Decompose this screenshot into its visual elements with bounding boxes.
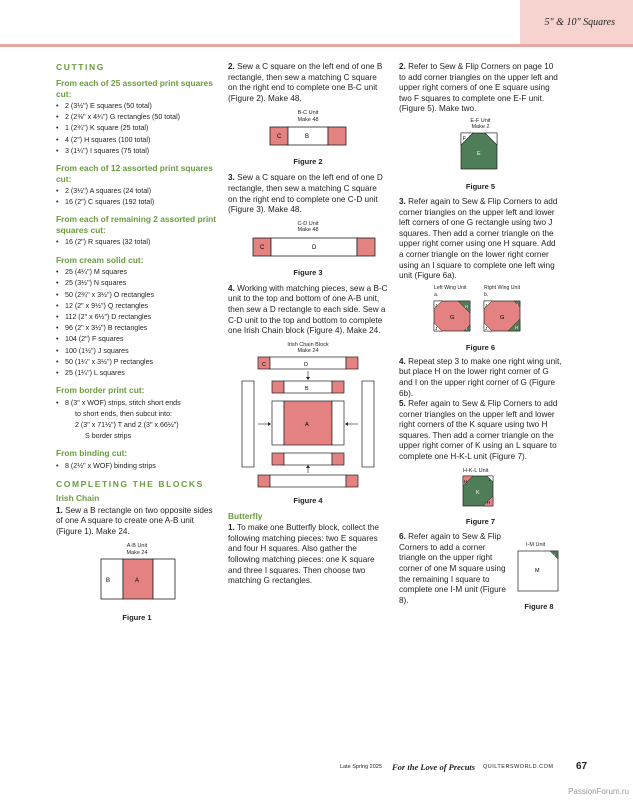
irish-chain-block-diagram <box>228 355 388 489</box>
svg-text:G: G <box>450 314 455 321</box>
svg-text:B: B <box>106 578 111 585</box>
svg-text:I: I <box>466 325 468 331</box>
svg-text:D: D <box>304 361 308 368</box>
list-item: • 1 (2¾") K square (25 total) <box>56 123 218 134</box>
svg-text:B: B <box>305 134 310 141</box>
header-tab <box>520 0 633 44</box>
figure-3 <box>228 221 388 277</box>
svg-text:I: I <box>554 552 556 558</box>
section-title: 5" & 10" Squares <box>544 17 615 28</box>
cut-group-heading: From each of 25 assorted print squares cut: <box>56 78 213 99</box>
list-item: • 104 (2") F squares <box>56 334 218 345</box>
cut-list <box>56 398 218 409</box>
list-item-continuation: 2 (3" x 71½") T and 2 (3" x 66½") <box>75 421 179 430</box>
step-paragraph <box>399 197 562 282</box>
figure-1 <box>56 543 218 622</box>
figure-label: Figure 7 <box>465 517 496 527</box>
cutting-heading: CUTTING <box>56 62 105 72</box>
svg-text:I: I <box>517 301 519 307</box>
svg-text:C: C <box>260 244 265 251</box>
figure-caption: B-C Unit <box>297 110 319 117</box>
step-text: Refer again to Sew & Flip Corners to add corner triangles on the upper left and lower right corners of the K square using two H squares. Then add a corner triangle on the upper right corner of K using an L square to complete one H-K-L unit (Figure 7). <box>399 399 558 462</box>
figure-caption: Make 24 <box>126 549 148 556</box>
hkl-unit-diagram <box>399 474 562 508</box>
ef-unit-diagram <box>399 131 562 171</box>
figure-caption: Make 48 <box>297 227 319 234</box>
step-text: Sew a C square on the left end of one B rectangle, then sew a matching C square on the right end to complete one B-C unit (Figure 2). Make 48. <box>228 62 383 103</box>
figure-caption: C-D Unit <box>297 220 319 227</box>
irish-chain-heading: Irish Chain <box>56 493 100 504</box>
step-paragraph <box>399 357 562 399</box>
list-item: • 25 (4¼") M squares <box>56 267 218 278</box>
cut-list <box>56 461 218 472</box>
svg-text:L: L <box>489 477 492 483</box>
step-number: 1. <box>228 523 235 533</box>
svg-text:A: A <box>305 421 309 428</box>
list-item: • 50 (1¼" x 3½") P rectangles <box>56 357 218 368</box>
figure-caption: a. <box>434 291 439 298</box>
figure-label: Figure 1 <box>122 613 152 623</box>
page-footer <box>0 762 633 774</box>
figure-caption: Make 48 <box>297 116 319 123</box>
cut-list <box>56 101 218 157</box>
page-number: 67 <box>576 761 588 772</box>
list-item: • 2 (2⅜" x 4¼") G rectangles (50 total) <box>56 112 218 123</box>
figure-label: Figure 4 <box>293 495 323 505</box>
svg-text:A: A <box>135 578 140 585</box>
watermark: PassionForum.ru <box>568 787 629 796</box>
list-item: • 25 (3½") N squares <box>56 278 218 289</box>
step-number: 2. <box>399 62 406 71</box>
column-1 <box>56 62 218 622</box>
list-item: • 96 (2" x 3½") B rectangles <box>56 323 218 334</box>
figure-caption: b. <box>484 291 489 298</box>
step-text: Refer again to Sew & Flip Corners to add a corner triangle on the upper right corner of one M square using the remaining I square to complete one I-M unit (Figure 8). <box>399 532 506 605</box>
figure-8 <box>516 542 562 611</box>
step-text: Working with matching pieces, sew a B-C unit to the top and bottom of one A-B unit, then sew a D rectangle to each side. Sew a C-D unit to the top and bottom to complete one Irish Chain block (Figure 4). Make 24. <box>228 283 388 336</box>
list-item: • 12 (2" x 9½") Q rectangles <box>56 301 218 312</box>
svg-text:H: H <box>487 500 491 506</box>
figure-caption: E-F Unit <box>470 117 491 124</box>
svg-text:F: F <box>463 135 467 142</box>
step-paragraph <box>228 523 388 587</box>
figure-caption: Irish Chain Block <box>287 341 329 348</box>
cut-group-heading: From cream solid cut: <box>56 254 144 265</box>
im-unit-diagram <box>516 549 562 595</box>
figure-caption: I-M Unit <box>526 542 546 549</box>
svg-text:E: E <box>477 150 481 157</box>
step-text: Refer again to Sew & Flip Corners to add corner triangles on the upper left and lower left corners of one G rectangle using two J squares. Then add a corner triangle on the upper right corner using one H square. Add a corner triangle on the lower right corner using an I square to complete one left wing unit (Figure 6a). <box>399 196 558 281</box>
svg-text:C: C <box>277 134 282 141</box>
figure-caption: A-B Unit <box>126 543 148 550</box>
cut-group-heading: From binding cut: <box>56 448 128 459</box>
butterfly-heading: Butterfly <box>228 510 263 521</box>
list-item: • 4 (2") H squares (100 total) <box>56 135 218 146</box>
cut-list <box>56 237 218 248</box>
cd-unit-diagram <box>228 234 388 260</box>
header-rule <box>0 44 633 47</box>
step-number: 4. <box>228 283 235 293</box>
step-paragraph <box>399 532 511 606</box>
list-item: • 100 (1½") J squares <box>56 346 218 357</box>
step-number: 1. <box>56 505 63 515</box>
step-paragraph <box>56 506 218 538</box>
figure-label: Figure 2 <box>293 157 323 167</box>
svg-text:H: H <box>465 303 469 309</box>
figure-7 <box>399 468 562 527</box>
step-text: Refer to Sew & Flip Corners on page 10 to add corner triangles on the upper left and upper right corners of one E square using two F squares to complete one E-F unit. (Figure 5). Make two. <box>399 62 558 114</box>
svg-text:M: M <box>535 567 540 574</box>
cut-group-heading: From each of 12 assorted print squares cut: <box>56 163 213 184</box>
figure-4 <box>228 342 388 505</box>
list-item-continuation: S border strips <box>85 432 132 441</box>
list-item: • 50 (2¾" x 3½") O rectangles <box>56 290 218 301</box>
column-2 <box>228 62 388 587</box>
wing-units-diagram <box>399 299 562 333</box>
list-item: • 8 (2½" x WOF) binding strips <box>56 461 218 472</box>
svg-text:C: C <box>262 361 266 368</box>
website: QUILTERSWORLD.COM <box>483 764 554 770</box>
figure-caption: Right Wing Unit <box>484 284 521 291</box>
list-item: • 3 (1¼") I squares (75 total) <box>56 146 218 157</box>
step-paragraph <box>399 62 562 115</box>
magazine-title: For the Love of Precuts <box>392 762 476 772</box>
step-number: 3. <box>228 173 235 183</box>
list-item: • 2 (3½") E squares (50 total) <box>56 101 218 112</box>
step-paragraph <box>228 284 388 337</box>
blocks-heading: COMPLETING THE BLOCKS <box>56 479 204 490</box>
svg-text:J: J <box>485 302 488 308</box>
svg-text:D: D <box>312 244 317 251</box>
step-number: 5. <box>399 399 406 409</box>
step-paragraph <box>228 173 388 215</box>
svg-text:H: H <box>464 479 468 485</box>
list-item: • 112 (2" x 6½") D rectangles <box>56 312 218 323</box>
list-item: • 8 (3" x WOF) strips, stitch short ends <box>56 398 218 409</box>
figure-label: Figure 8 <box>524 601 554 611</box>
issue-date: Late Spring 2025 <box>340 764 382 770</box>
svg-text:K: K <box>476 490 480 497</box>
ab-unit-diagram <box>56 556 218 604</box>
figure-caption: Make 2 <box>471 124 490 131</box>
figure-label: Figure 3 <box>293 267 323 277</box>
step-number: 2. <box>228 62 235 71</box>
step-text: To make one Butterfly block, collect the following matching pieces: two E squares and four H squares. Also gather the following matching pieces: one K square and three I squares. Then choose two matching G rectangles. <box>228 523 379 586</box>
step-6-block <box>399 532 562 611</box>
list-item: • 16 (2") R squares (32 total) <box>56 237 218 248</box>
column-3 <box>399 62 562 611</box>
svg-text:J: J <box>435 325 438 331</box>
list-item: • 16 (2") C squares (192 total) <box>56 197 218 208</box>
bc-unit-diagram <box>228 123 388 149</box>
svg-text:J: J <box>435 302 438 308</box>
step-paragraph <box>399 399 562 463</box>
figure-caption: Left Wing Unit <box>434 284 467 291</box>
step-number: 3. <box>399 196 406 206</box>
step-text: Sew a C square on the left end of one D rectangle, then sew a matching C square on the right end to complete one C-D unit (Figure 3). Make 48. <box>228 173 383 215</box>
figure-caption: H-K-L Unit <box>463 467 489 474</box>
figure-label: Figure 5 <box>465 181 496 191</box>
figure-caption: Make 24 <box>297 348 319 355</box>
svg-text:H: H <box>515 324 519 330</box>
cut-list <box>56 267 218 379</box>
list-item-continuation: to short ends, then subcut into: <box>75 409 173 418</box>
list-item: • 2 (3½") A squares (24 total) <box>56 186 218 197</box>
svg-text:G: G <box>500 314 505 321</box>
figure-label: Figure 6 <box>465 342 496 352</box>
cut-group-heading: From each of remaining 2 assorted print squares cut: <box>56 214 217 235</box>
figure-6 <box>399 285 562 352</box>
svg-text:B: B <box>305 385 309 392</box>
step-text: Sew a B rectangle on two opposite sides of one A square to create one A-B unit (Figure 1). Make 24. <box>56 505 213 536</box>
list-item: • 25 (1¼") L squares <box>56 368 218 379</box>
step-paragraph <box>228 62 388 104</box>
cut-group-heading: From border print cut: <box>56 385 145 396</box>
figure-2 <box>228 110 388 166</box>
figure-5 <box>399 118 562 191</box>
step-number: 6. <box>399 532 406 542</box>
step-text: Repeat step 3 to make one right wing unit, but place H on the lower right corner of G and I on the upper right corner of G (Figure 6b). <box>399 356 562 398</box>
svg-text:J: J <box>485 325 488 331</box>
cut-list <box>56 186 218 208</box>
step-number: 4. <box>399 356 406 366</box>
